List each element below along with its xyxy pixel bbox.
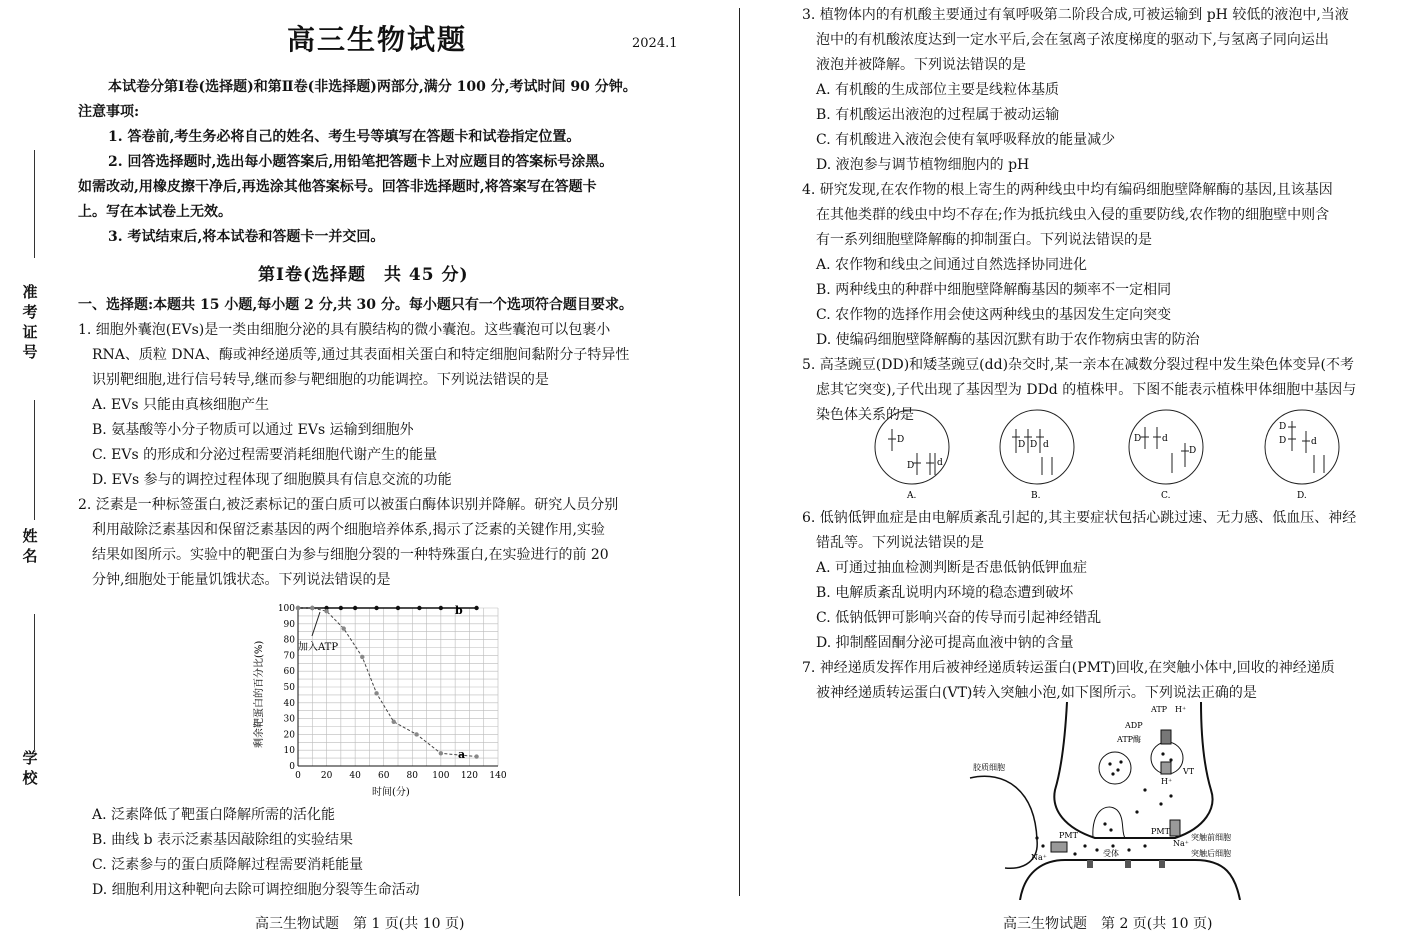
q1-option-a: A. EVs 只能由真核细胞产生 <box>92 397 269 413</box>
intro-line: 本试卷分第Ⅰ卷(选择题)和第Ⅱ卷(非选择题)两部分,满分 100 分,考试时间 90 分钟。 <box>108 79 637 95</box>
label-pmt: PMT <box>1151 827 1170 836</box>
cell-b <box>1000 410 1074 501</box>
q5-cell-diagrams <box>860 405 1360 505</box>
y-tick-label: 20 <box>283 730 295 741</box>
gene-label: d <box>1162 434 1168 444</box>
intro-line: 2. 回答选择题时,选出每小题答案后,用铅笔把答题卡上对应题目的答案标号涂黑。 <box>108 154 614 170</box>
series-b-point <box>374 606 378 610</box>
right-column-lower <box>802 506 1410 706</box>
synaptic-vesicle <box>1099 752 1131 784</box>
series-b-point <box>474 606 478 610</box>
intro-line: 如需改动,用橡皮擦干净后,再选涂其他答案标号。回答非选择题时,将答案写在答题卡 <box>78 179 597 195</box>
gene-label: D <box>1030 440 1038 450</box>
series-a-point <box>414 732 418 736</box>
intro-line: 3. 考试结束后,将本试卷和答题卡一并交回。 <box>108 229 385 245</box>
q6-stem: 6. 低钠低钾血症是由电解质紊乱引起的,其主要症状包括心跳过速、无力感、低血压、神经 <box>802 510 1357 526</box>
q2-option-d: D. 细胞利用这种靶向去除可调控细胞分裂等生命活动 <box>92 882 420 898</box>
label-atp: ATP <box>1151 705 1168 714</box>
pmt-transporter <box>1051 842 1067 852</box>
exam-number-label: 准考证号 <box>22 283 38 361</box>
cell-label-c: C. <box>1161 491 1171 501</box>
y-tick-label: 60 <box>283 667 295 678</box>
series-a-point <box>392 720 396 724</box>
x-tick-label: 40 <box>349 771 361 781</box>
q4-stem: 有一系列细胞壁降解酶的抑制蛋白。下列说法错误的是 <box>816 232 1152 248</box>
q4-stem: 4. 研究发现,在农作物的根上寄生的两种线虫中均有编码细胞壁降解酶的基因,且该基因 <box>802 182 1333 198</box>
series-a-point <box>296 606 300 610</box>
label-h: H⁺ <box>1175 705 1187 714</box>
q2-option-a: A. 泛素降低了靶蛋白降解所需的活化能 <box>92 807 336 823</box>
binding-line <box>34 150 35 258</box>
series-a-point <box>310 606 314 610</box>
page-divider <box>739 8 740 896</box>
label-glia: 胶质细胞 <box>973 763 1005 772</box>
left-column <box>78 293 698 593</box>
chart-ylabel: 剩余靶蛋白的百分比(%) <box>254 640 265 748</box>
gene-label: d <box>1043 440 1049 450</box>
q2-option-b: B. 曲线 b 表示泛素基因敲除组的实验结果 <box>92 832 354 848</box>
gene-label: D <box>1279 422 1287 432</box>
chart-marks <box>296 606 479 759</box>
section-description: 一、选择题:本题共 15 小题,每小题 2 分,共 30 分。每小题只有一个选项符合题目要求。 <box>78 297 633 313</box>
gene-label: D <box>1279 436 1287 446</box>
series-a-point <box>324 609 328 613</box>
q2-option-c: C. 泛素参与的蛋白质降解过程需要消耗能量 <box>92 857 364 873</box>
label-postsynaptic: 突触后细胞 <box>1191 849 1231 858</box>
label-presynaptic: 突触前细胞 <box>1191 833 1231 842</box>
label-receptor: 受体 <box>1103 849 1119 858</box>
x-tick-label: 60 <box>377 771 390 781</box>
q3-option-a: A. 有机酸的生成部位主要是线粒体基质 <box>816 82 1060 98</box>
y-tick-label: 70 <box>283 651 295 662</box>
q2-options <box>92 803 692 903</box>
y-tick-label: 100 <box>277 604 295 614</box>
series-a-point <box>474 754 478 758</box>
receptor <box>1087 860 1165 868</box>
label-na: Na⁺ <box>1173 839 1189 848</box>
q1-option-b: B. 氨基酸等小分子物质可以通过 EVs 运输到细胞外 <box>92 422 414 438</box>
series-a-label: a <box>458 748 466 761</box>
q6-option-c: C. 低钠低钾可影响兴奋的传导而引起神经错乱 <box>816 610 1102 626</box>
q2-stem: 2. 泛素是一种标签蛋白,被泛素标记的蛋白质可以被蛋白酶体识别并降解。研究人员分别 <box>78 497 619 513</box>
gene-label: D <box>1134 434 1142 444</box>
series-a-point <box>360 655 364 659</box>
q6-stem: 错乱等。下列说法错误的是 <box>816 535 984 551</box>
x-tick-label: 120 <box>460 771 479 781</box>
label-pmt: PMT <box>1059 831 1078 840</box>
label-atpase: ATP酶 <box>1117 735 1142 744</box>
q3-stem: 泡中的有机酸浓度达到一定水平后,会在氢离子浓度梯度的驱动下,与氢离子同向运出 <box>816 32 1329 48</box>
q6-option-a: A. 可通过抽血检测判断是否患低钠低钾血症 <box>816 560 1088 576</box>
q1-option-d: D. EVs 参与的调控过程体现了细胞膜具有信息交流的功能 <box>92 472 452 488</box>
chart-annotation: 加入ATP <box>298 642 339 653</box>
q3-option-b: B. 有机酸运出液泡的过程属于被动运输 <box>816 107 1060 123</box>
y-tick-label: 50 <box>283 683 295 693</box>
cell-c <box>1129 410 1203 501</box>
chart-grid <box>298 608 498 766</box>
y-tick-label: 10 <box>283 746 295 757</box>
x-tick-label: 20 <box>320 771 333 781</box>
q2-stem: 分钟,细胞处于能量饥饿状态。下列说法错误的是 <box>92 572 391 588</box>
intro-line: 上。写在本试卷上无效。 <box>78 204 232 220</box>
q2-stem: 结果如图所示。实验中的靶蛋白为参与细胞分裂的一种特殊蛋白,在实验进行的前 20 <box>92 547 609 563</box>
glial-cell <box>970 776 1037 868</box>
cell-a <box>875 410 949 501</box>
footer-left: 高三生物试题 第 1 页(共 10 页) <box>255 916 465 932</box>
footer-right: 高三生物试题 第 2 页(共 10 页) <box>1003 916 1213 932</box>
q2-stem: 利用敲除泛素基因和保留泛素基因的两个细胞培养体系,揭示了泛素的关键作用,实验 <box>92 522 605 538</box>
x-tick-label: 0 <box>295 771 301 781</box>
x-tick-label: 100 <box>432 771 450 781</box>
q5-stem: 5. 高茎豌豆(DD)和矮茎豌豆(dd)杂交时,某一亲本在减数分裂过程中发生染色体变异(不考 <box>802 357 1354 373</box>
series-b-point <box>439 606 443 610</box>
series-a-point <box>342 626 346 630</box>
q4-option-c: C. 农作物的选择作用会使这两种线虫的基因发生定向突变 <box>816 307 1172 323</box>
y-tick-label: 80 <box>283 635 295 646</box>
section-title: 第Ⅰ卷(选择题 共 45 分) <box>258 265 469 285</box>
q3-option-c: C. 有机酸进入液泡会使有氧呼吸释放的能量减少 <box>816 132 1116 148</box>
series-b-point <box>396 606 400 610</box>
exam-date: 2024.1 <box>632 36 678 51</box>
q4-option-d: D. 使编码细胞壁降解酶的基因沉默有助于农作物病虫害的防治 <box>816 332 1200 348</box>
cell-label-b: B. <box>1031 491 1041 501</box>
q1-stem: 识别靶细胞,进行信号转导,继而参与靶细胞的功能调控。下列说法错误的是 <box>92 372 549 388</box>
q3-stem: 液泡并被降解。下列说法错误的是 <box>816 57 1026 73</box>
series-b-point <box>417 606 421 610</box>
binding-line <box>34 614 35 750</box>
q1-option-c: C. EVs 的形成和分泌过程需要消耗细胞代谢产生的能量 <box>92 447 438 463</box>
series-b-point <box>339 606 343 610</box>
x-tick-label: 140 <box>489 771 507 781</box>
series-b-label: b <box>455 604 463 617</box>
intro-line: 1. 答卷前,考生务必将自己的姓名、考生号等填写在答题卡和试卷指定位置。 <box>108 129 581 145</box>
q6-option-d: D. 抑制醛固酮分泌可提高血液中钠的含量 <box>816 635 1074 651</box>
q7-stem: 被神经递质转运蛋白(VT)转入突触小泡,如下图所示。下列说法正确的是 <box>816 685 1257 701</box>
q4-stem: 在其他类群的线虫中均不存在;作为抵抗线虫入侵的重要防线,农作物的细胞壁中则含 <box>816 207 1330 223</box>
synapse-diagram <box>965 700 1255 900</box>
cell-label-d: D. <box>1297 491 1307 501</box>
instructions <box>78 75 688 250</box>
notice-heading: 注意事项: <box>78 104 140 120</box>
cell-d <box>1265 410 1339 501</box>
protein-degradation-chart <box>250 598 510 798</box>
pmt-transporter <box>1170 820 1180 836</box>
gene-label: d <box>1311 437 1317 447</box>
gene-label: D <box>1189 446 1197 456</box>
gene-label: D <box>1018 440 1026 450</box>
q6-option-b: B. 电解质紊乱说明内环境的稳态遭到破坏 <box>816 585 1074 601</box>
y-tick-label: 30 <box>283 714 295 725</box>
label-adp: ADP <box>1125 721 1143 730</box>
gene-label: D <box>897 435 905 445</box>
q5-stem: 虑其它突变),子代出现了基因型为 DDd 的植株甲。下图不能表示植株甲体细胞中基因与 <box>816 382 1357 398</box>
series-a-point <box>439 751 443 755</box>
atpase <box>1161 730 1171 744</box>
series-b-point <box>353 606 357 610</box>
x-tick-label: 80 <box>406 771 419 781</box>
cell-label-a: A. <box>907 491 917 501</box>
label-h: H⁺ <box>1161 777 1173 786</box>
y-tick-label: 90 <box>283 619 295 630</box>
chart-xlabel: 时间(分) <box>372 787 410 798</box>
q3-stem: 3. 植物体内的有机酸主要通过有氧呼吸第二阶段合成,可被运输到 pH 较低的液泡中,当液 <box>802 7 1349 23</box>
q4-option-a: A. 农作物和线虫之间通过自然选择协同进化 <box>816 257 1088 273</box>
page-title: 高三生物试题 <box>287 23 468 56</box>
y-tick-label: 0 <box>289 762 295 772</box>
q5-stem: 染色体关系的是 <box>816 407 914 423</box>
fusing-vesicle <box>1093 807 1125 838</box>
right-column <box>802 3 1410 428</box>
series-a-point <box>374 691 378 695</box>
q4-option-b: B. 两种线虫的种群中细胞壁降解酶基因的频率不一定相同 <box>816 282 1172 298</box>
gene-label: d <box>937 458 943 468</box>
school-label: 学校 <box>22 749 38 787</box>
label-na: Na⁺ <box>1031 853 1047 862</box>
q1-stem: RNA、质粒 DNA、酶或神经递质等,通过其表面相关蛋白和特定细胞间黏附分子特异性 <box>92 347 630 363</box>
q7-stem: 7. 神经递质发挥作用后被神经递质转运蛋白(PMT)回收,在突触小体中,回收的神经递质 <box>802 660 1335 676</box>
name-label: 姓名 <box>22 527 38 565</box>
binding-line <box>34 400 35 520</box>
y-tick-label: 40 <box>283 698 295 709</box>
q1-stem: 1. 细胞外囊泡(EVs)是一类由细胞分泌的具有膜结构的微小囊泡。这些囊泡可以包裹小 <box>78 322 611 338</box>
label-vt: VT <box>1183 767 1195 776</box>
q3-option-d: D. 液泡参与调节植物细胞内的 pH <box>816 157 1030 173</box>
gene-label: D <box>907 461 915 471</box>
vt-transporter <box>1161 762 1171 774</box>
